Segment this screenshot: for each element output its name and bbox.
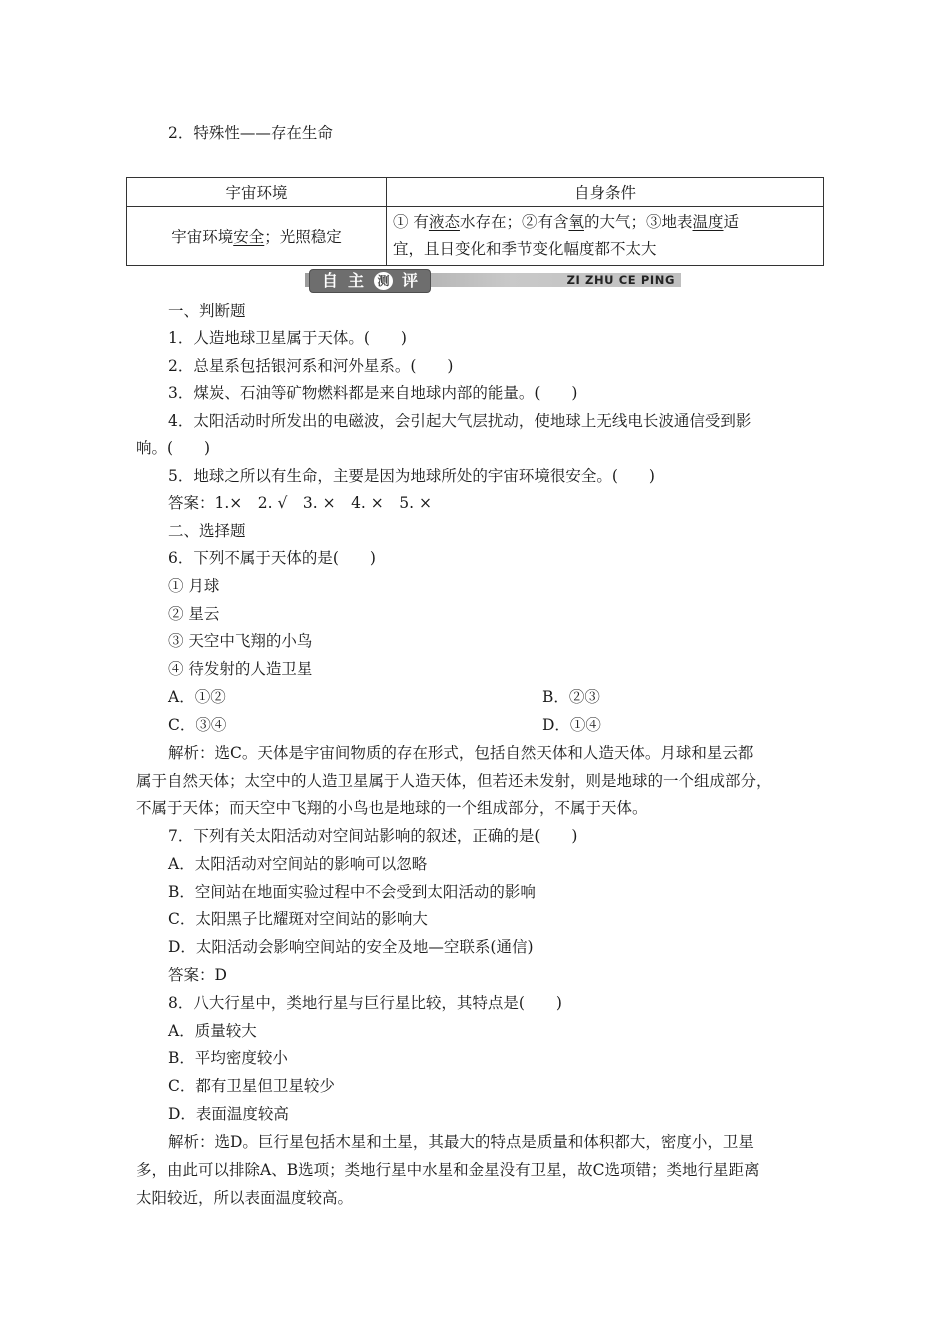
- question-7: 7．下列有关太阳活动对空间站影响的叙述，正确的是( ): [168, 827, 578, 845]
- question-4: 4．太阳活动时所发出的电磁波，会引起大气层扰动，使地球上无线电长波通信受到影: [168, 412, 752, 430]
- question-6-item-4: ④ 待发射的人造卫星: [168, 660, 313, 678]
- banner-char-1: 自: [322, 271, 339, 290]
- question-7-option-d: D．太阳活动会影响空间站的安全及地—空联系(通信): [168, 938, 534, 956]
- question-4-cont: 响。( ): [136, 439, 211, 457]
- section-title-judgement: 一、判断题: [168, 302, 246, 320]
- section-heading: 2．特殊性——存在生命: [168, 124, 333, 142]
- answer-7: 答案：D: [168, 966, 227, 984]
- question-6-option-d: D．①④: [542, 716, 601, 734]
- question-8-option-a: A．质量较大: [168, 1022, 257, 1040]
- question-3: 3．煤炭、石油等矿物燃料都是来自地球内部的能量。( ): [168, 384, 578, 402]
- explanation-8-line-2: 多，由此可以排除A、B选项；类地行星中水星和金星没有卫星，故C选项错；类地行星距离: [136, 1161, 760, 1179]
- question-7-option-a: A．太阳活动对空间站的影响可以忽略: [168, 855, 428, 873]
- question-8-option-b: B．平均密度较小: [168, 1049, 288, 1067]
- explanation-6-line-2: 属于自然天体；太空中的人造卫星属于人造天体，但若还未发射，则是地球的一个组成部分，: [136, 772, 772, 790]
- question-7-option-c: C．太阳黑子比耀斑对空间站的影响大: [168, 910, 428, 928]
- question-8-option-d: D．表面温度较高: [168, 1105, 289, 1123]
- banner-char-2: 主: [348, 271, 365, 290]
- table-cell-self: ① 有液态水存在；②有含氧的大气；③地表温度适 宜，且日变化和季节变化幅度都不太大: [387, 207, 824, 266]
- question-6-option-b: B．②③: [542, 688, 600, 706]
- question-8: 8．八大行星中，类地行星与巨行星比较，其特点是( ): [168, 994, 562, 1012]
- section-banner: [305, 270, 681, 290]
- question-5: 5．地球之所以有生命，主要是因为地球所处的宇宙环境很安全。( ): [168, 467, 655, 485]
- question-6: 6．下列不属于天体的是( ): [168, 549, 376, 567]
- table-header-self: 自身条件: [387, 178, 824, 207]
- table-cell-cosmic: 宇宙环境安全；光照稳定: [127, 207, 387, 266]
- answer-judgement: 答案：1.× 2. √ 3. × 4. × 5. ×: [168, 494, 432, 512]
- section-title-choice: 二、选择题: [168, 522, 246, 540]
- question-6-option-c: C．③④: [168, 716, 227, 734]
- question-7-option-b: B．空间站在地面实验过程中不会受到太阳活动的影响: [168, 883, 536, 901]
- question-1: 1．人造地球卫星属于天体。( ): [168, 329, 407, 347]
- question-6-item-2: ② 星云: [168, 605, 220, 623]
- explanation-6-line-3: 不属于天体；而天空中飞翔的小鸟也是地球的一个组成部分，不属于天体。: [136, 799, 648, 817]
- question-6-item-3: ③ 天空中飞翔的小鸟: [168, 632, 313, 650]
- banner-badge: [309, 269, 431, 293]
- explanation-6-line-1: 解析：选C。天体是宇宙间物质的存在形式，包括自然天体和人造天体。月球和星云都: [168, 744, 754, 762]
- question-6-item-1: ① 月球: [168, 577, 220, 595]
- table-header-cosmic: 宇宙环境: [127, 178, 387, 207]
- condition-table: [126, 177, 824, 266]
- banner-pinyin: ZI ZHU CE PING: [566, 273, 675, 287]
- question-2: 2．总星系包括银河系和河外星系。( ): [168, 357, 454, 375]
- explanation-8-line-1: 解析：选D。巨行星包括木星和土星，其最大的特点是质量和体积都大，密度小，卫星: [168, 1133, 754, 1151]
- banner-stamp-icon: 测: [374, 272, 393, 290]
- question-6-option-a: A．①②: [168, 688, 226, 706]
- explanation-8-line-3: 太阳较近，所以表面温度较高。: [136, 1189, 354, 1207]
- banner-char-4: 评: [402, 271, 419, 290]
- question-8-option-c: C．都有卫星但卫星较少: [168, 1077, 335, 1095]
